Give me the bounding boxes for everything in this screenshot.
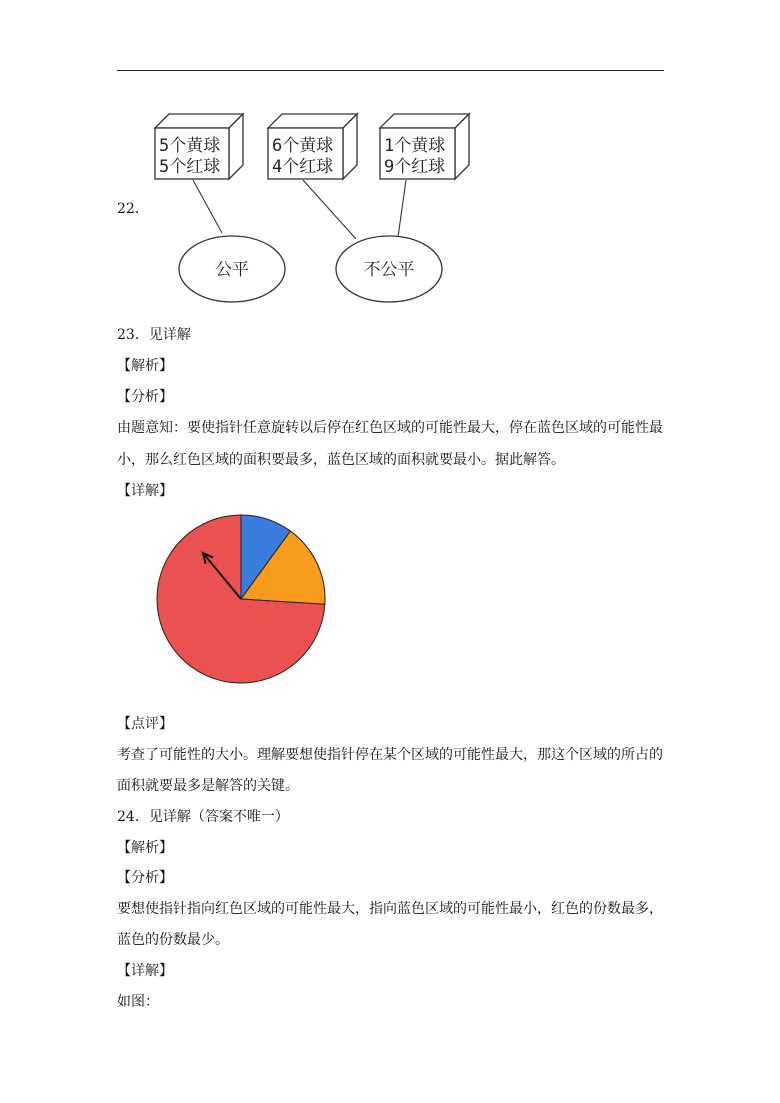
spinner-pie <box>157 515 325 683</box>
analysis-24-line-2: 蓝色的份数最少。 <box>117 932 229 948</box>
question-22-number: 22. <box>117 201 140 217</box>
unfair-label: 不公平 <box>363 260 415 280</box>
connector-box2-unfair <box>303 180 356 239</box>
comment-text-line-2: 面积就要最多是解答的关键。 <box>117 778 299 794</box>
tag-comment: 【点评】 <box>117 716 173 732</box>
analysis-24-line-1: 要想使指针指向红色区域的可能性最大，指向蓝色区域的可能性最小，红色的份数最多， <box>117 901 663 917</box>
box-3-red-count: 9个红球 <box>384 157 446 177</box>
box-3-yellow-count: 1个黄球 <box>384 136 446 156</box>
tag-fenxi: 【分析】 <box>117 389 173 405</box>
tag-detail: 【详解】 <box>117 483 173 499</box>
box-1-yellow-count: 5个黄球 <box>159 136 221 156</box>
ball-box-3 <box>380 114 469 179</box>
figure-label: 如图： <box>117 994 159 1010</box>
comment-text-line-1: 考查了可能性的大小。理解要想使指针停在某个区域的可能性最大，那这个区域的所占的 <box>117 747 663 763</box>
box-2-red-count: 4个红球 <box>272 157 334 177</box>
connector-box1-fair <box>193 180 222 233</box>
box-1-red-count: 5个红球 <box>159 157 221 177</box>
box-2-yellow-count: 6个黄球 <box>272 136 334 156</box>
tag-fenxi-24: 【分析】 <box>117 870 173 886</box>
fair-label: 公平 <box>215 260 249 280</box>
tag-analysis: 【解析】 <box>117 358 173 374</box>
ball-box-2 <box>268 114 357 179</box>
question-24-title: 24．见详解（答案不唯一） <box>117 809 289 825</box>
ball-box-1 <box>155 114 243 179</box>
tag-analysis-24: 【解析】 <box>117 840 173 856</box>
question-23-title: 23．见详解 <box>117 327 191 343</box>
analysis-text-line-1: 由题意知：要使指针任意旋转以后停在红色区域的可能性最大，停在蓝色区域的可能性最 <box>117 420 663 436</box>
analysis-text-line-2: 小，那么红色区域的面积要最多，蓝色区域的面积就要最小。据此解答。 <box>117 452 565 468</box>
tag-detail-24: 【详解】 <box>117 963 173 979</box>
connector-box3-unfair <box>398 180 406 237</box>
